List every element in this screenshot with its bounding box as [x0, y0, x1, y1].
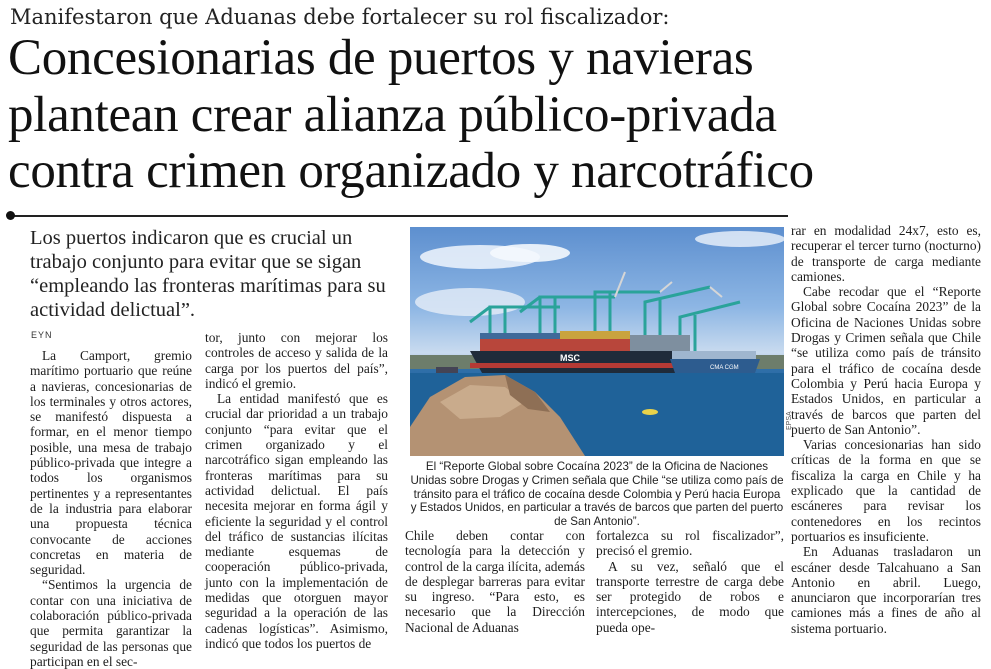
byline: EYN — [31, 330, 53, 340]
lead-paragraph: Los puertos indicaron que es crucial un trabajo conjunto para evitar que se sigan “empleando las fronteras marítimas para su actividad delictual”. — [30, 227, 386, 321]
body-paragraph: fortalezca su rol fiscalizador”, precisó el gremio. — [596, 528, 784, 559]
body-column-4 — [596, 528, 784, 635]
headline — [8, 30, 983, 200]
photo-caption: El “Reporte Global sobre Cocaína 2023” de la Oficina de Naciones Unidas sobre Drogas y Crimen señala que Chile “se utiliza como país de tránsito para el tráfico de cocaína desde Colombia y Perú hacia Europa y Estados Unidos, en particular a través de barcos que parten del puerto de San Antonio”. — [410, 460, 784, 529]
body-paragraph: En Aduanas trasladaron un escáner desde Talcahuano a San Antonio en abril. Luego, anunciaron que incorporarían tres camiones más a fines de año al sistema portuario. — [791, 544, 981, 636]
body-column-2 — [205, 330, 388, 651]
body-paragraph: La Camport, gremio marítimo portuario que reúne a navieras, concesionarias de los terminales y otros actores, se manifestó dispuesta a formar, en el menor tiempo posible, una mesa de trabajo público-privada que integre a todos los organismos pertinentes y a representantes de la industria para elaborar una propuesta técnica convocante de acciones concretas en materia de seguridad. — [30, 348, 192, 578]
port-photo — [410, 227, 784, 456]
body-column-3 — [405, 528, 585, 635]
body-paragraph: La entidad manifestó que es crucial dar prioridad a un trabajo conjunto “para evitar que el crimen organizado y el narcotráfico sigan empleando las fronteras marítimas para su actividad delictual. El país necesita mejorar en forma ágil y eficiente la seguridad y el control del tráfico de sustancias ilícitas mediante esquemas de cooperación público-privada, junto con la implementación de medidas que otorguen mayor seguridad a la operación de las cadenas logísticas”. Asimismo, indicó que todos los puertos de — [205, 391, 388, 651]
body-paragraph: rar en modalidad 24x7, esto es, recuperar el tercer turno (nocturno) de transporte de carga mediante camiones. — [791, 223, 981, 284]
body-paragraph: tor, junto con mejorar los controles de acceso y salida de la carga por los puertos del país”, indicó el gremio. — [205, 330, 388, 391]
body-paragraph: Cabe recodar que el “Reporte Global sobre Cocaína 2023” de la Oficina de Naciones Unidas sobre Drogas y Crimen señala que Chile “se utiliza como país de tránsito para el tráfico de cocaína desde Colombia y Perú hacia Europa y Estados Unidos, en particular a través de barcos que parten del puerto de San Antonio”. — [791, 284, 981, 437]
kicker: Manifestaron que Aduanas debe fortalecer su rol fiscalizador: — [10, 5, 670, 29]
headline-line-1: Concesionarias de puertos y navieras — [8, 30, 754, 86]
body-column-5 — [791, 223, 981, 636]
body-paragraph: “Sentimos la urgencia de contar con una iniciativa de colaboración público-privada que permita garantizar la seguridad de las personas que participan en el sec- — [30, 577, 192, 669]
body-paragraph: Varias concesionarias han sido críticas de la forma en que se fiscaliza la carga en Chile y ha explicado que la cantidad de escáneres para revisar los contenedores en los recintos portuarios es insuficiente. — [791, 437, 981, 544]
divider-rule — [8, 215, 788, 217]
port-illustration — [410, 227, 784, 456]
body-paragraph: Chile deben contar con tecnología para la detección y control de la carga ilícita, además de desplegar barreras para evitar su ingreso. “Para esto, es necesario que la Dirección Nacional de Aduanas — [405, 528, 585, 635]
ship2-name-label: CMA CGM — [710, 365, 739, 371]
divider-dot — [6, 211, 15, 220]
headline-line-2: plantean crear alianza público-privada — [8, 86, 777, 143]
photo-credit: EPSA — [786, 411, 793, 430]
body-paragraph: A su vez, señaló que el transporte terrestre de carga debe ser protegido de robos e intercepciones, de modo que pueda ope- — [596, 558, 784, 635]
body-column-1 — [30, 348, 192, 669]
ship-name-label: MSC — [560, 353, 580, 363]
headline-line-3: contra crimen organizado y narcotráfico — [8, 143, 814, 199]
